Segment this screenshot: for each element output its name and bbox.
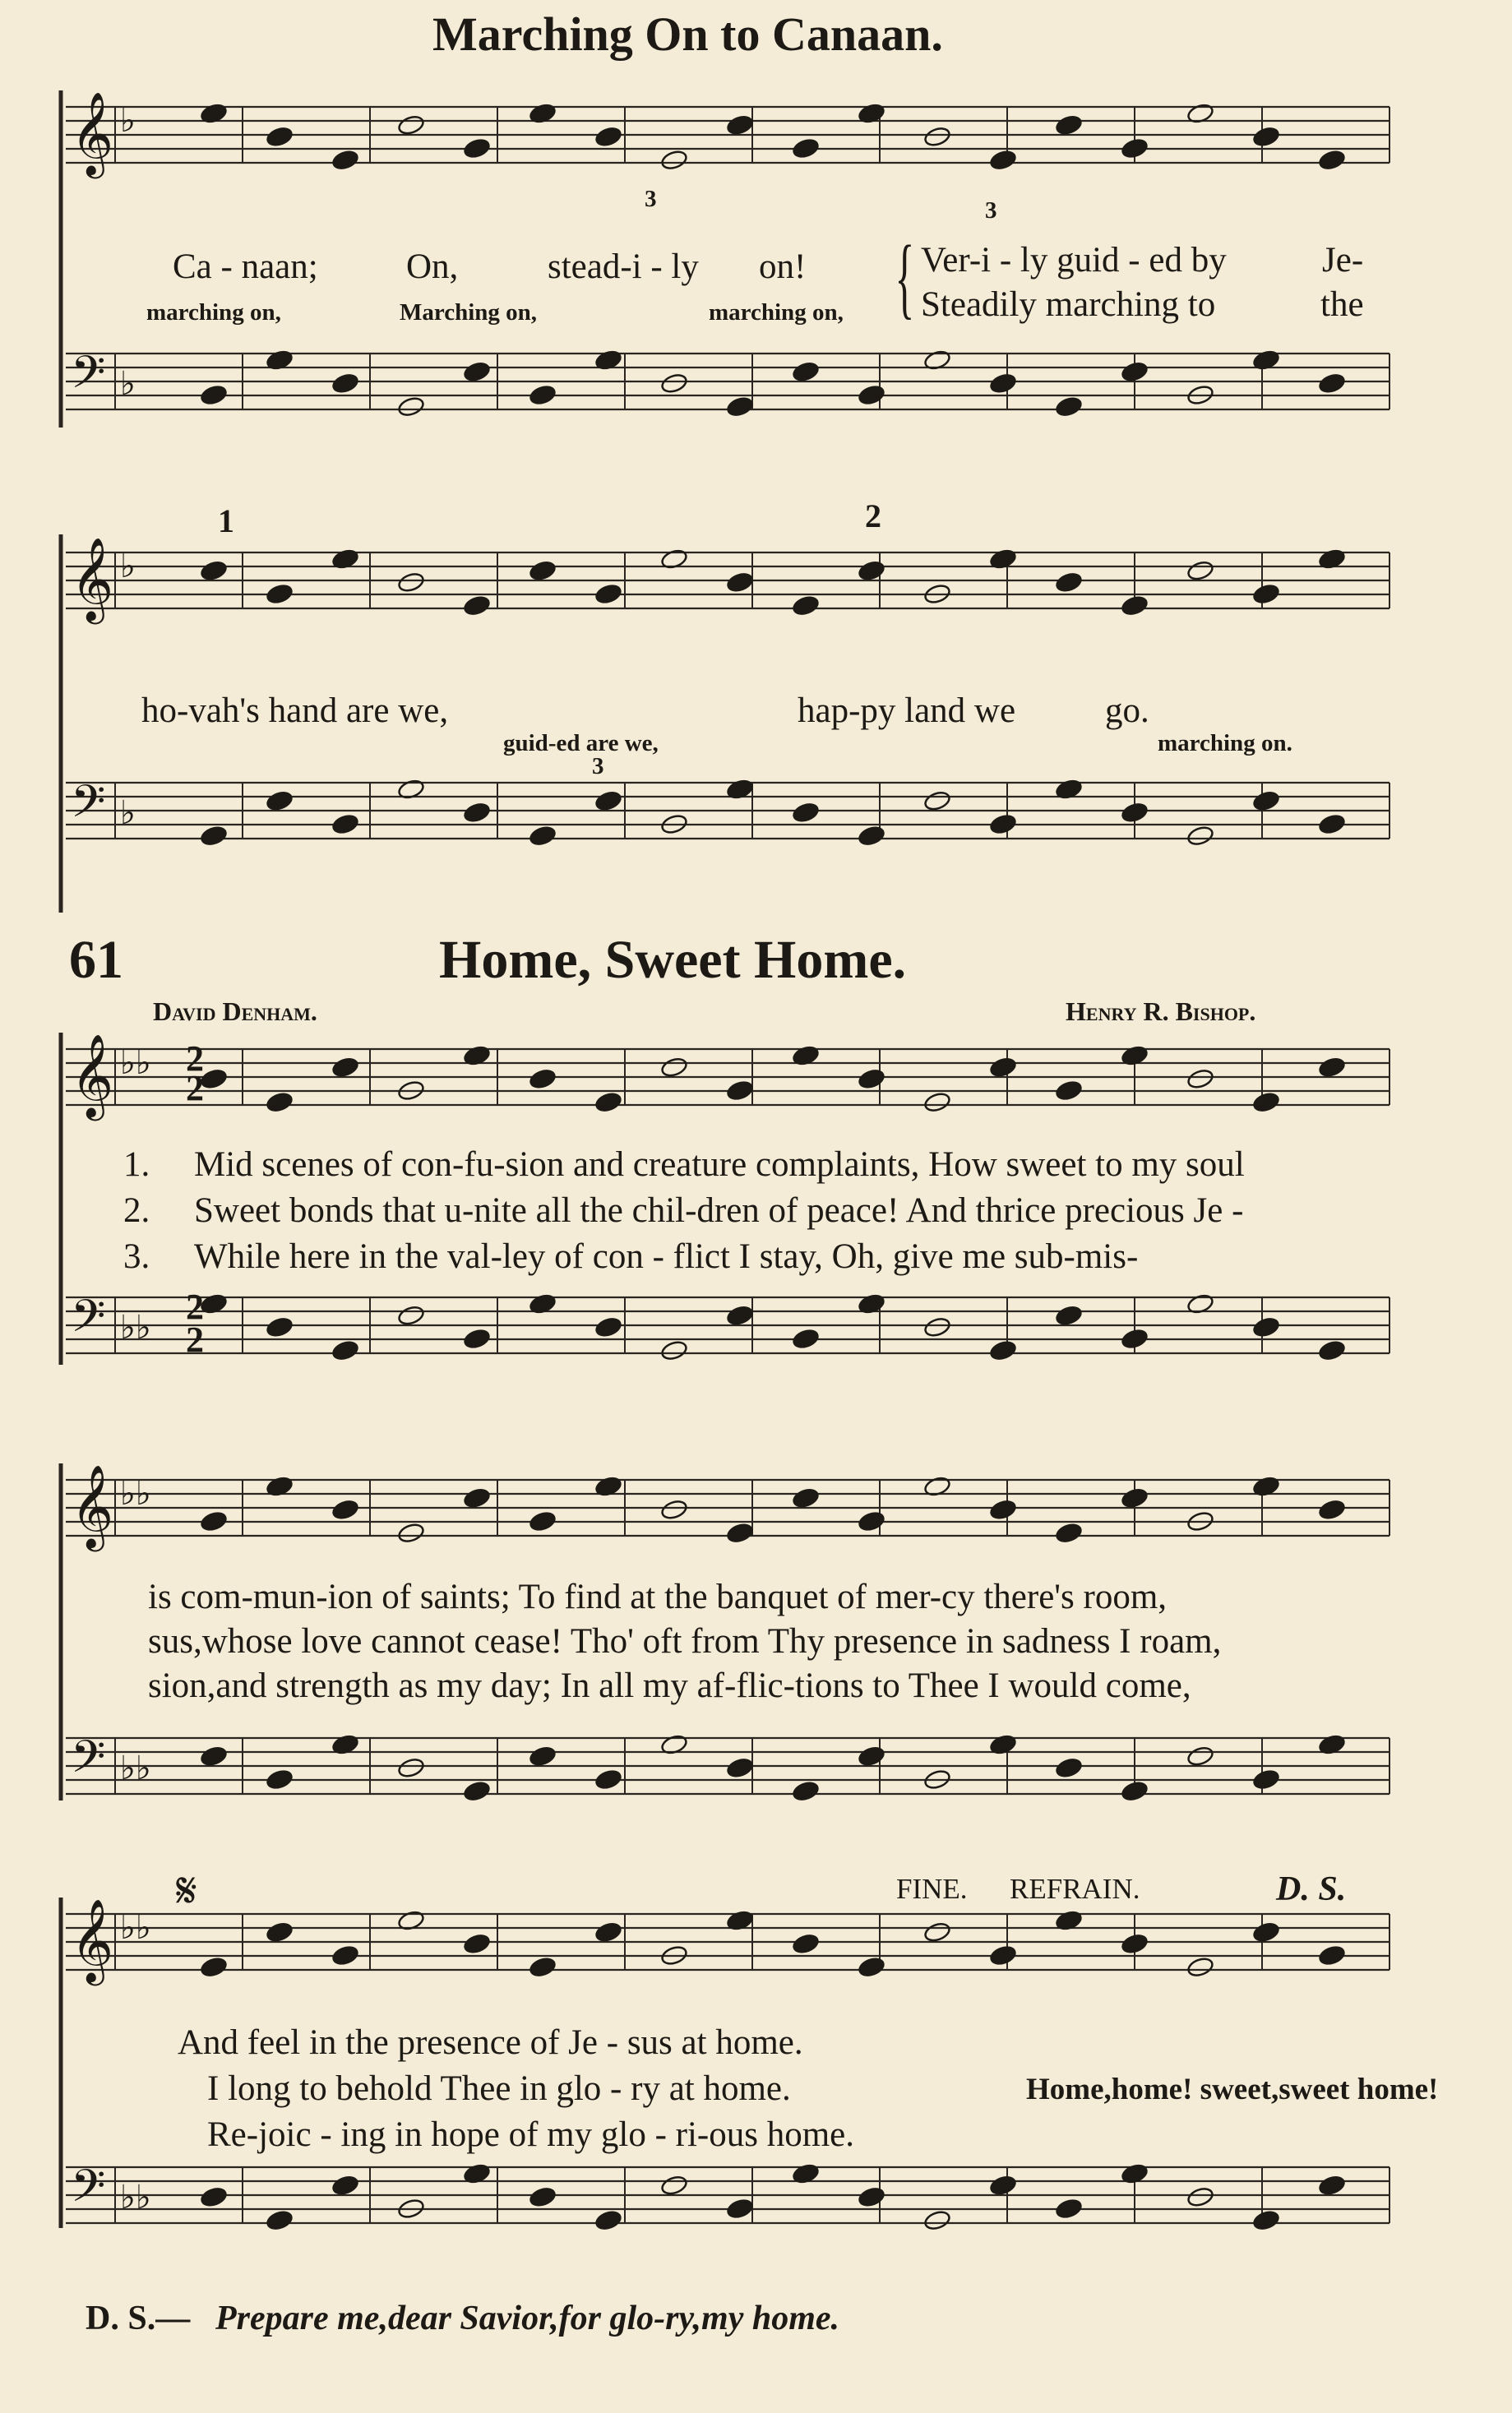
notehead: [331, 1944, 359, 1967]
notehead: [660, 1499, 688, 1521]
notehead: [1186, 560, 1214, 582]
notehead: [1055, 114, 1083, 136]
notehead: [463, 1487, 491, 1509]
notehead: [331, 149, 359, 171]
notehead: [1121, 361, 1149, 383]
lyric-line: Ver-i - ly guid - ed by: [921, 241, 1227, 280]
notehead: [1318, 1056, 1346, 1079]
notehead: [397, 1305, 425, 1327]
notehead: [200, 560, 228, 582]
notehead: [1252, 1768, 1280, 1791]
verse-number: 2.: [123, 1191, 150, 1230]
notehead: [1318, 372, 1346, 395]
notehead: [660, 2175, 688, 2197]
notehead: [660, 1056, 688, 1079]
notehead: [726, 571, 754, 594]
notehead: [1055, 1079, 1083, 1102]
notehead: [1121, 802, 1149, 824]
notehead: [397, 571, 425, 594]
notehead: [923, 1091, 951, 1113]
flat-icon: ♭♭: [120, 1475, 151, 1513]
notehead: [1121, 594, 1149, 617]
notehead: [331, 1056, 359, 1079]
notehead: [1055, 2198, 1083, 2220]
notehead: [1055, 1522, 1083, 1544]
lyric-line: While here in the val-ley of con - flict I stay, Oh, give me sub-mis-: [194, 1237, 1139, 1276]
notehead: [397, 395, 425, 418]
lyric-word: Ca - naan;: [173, 247, 318, 286]
verse-number: 3.: [123, 1237, 150, 1276]
notehead: [529, 825, 557, 847]
notehead: [1186, 825, 1214, 847]
notehead: [463, 1933, 491, 1955]
second-ending: 2: [865, 497, 881, 534]
bass-clef-icon: 𝄢: [71, 2160, 106, 2223]
notehead: [660, 1339, 688, 1361]
notehead: [1252, 2209, 1280, 2231]
notehead: [200, 384, 228, 406]
notehead: [923, 790, 951, 812]
time-signature: 2: [186, 1287, 204, 1327]
notehead: [1186, 1068, 1214, 1090]
notehead: [200, 1956, 228, 1978]
notehead: [660, 372, 688, 395]
time-signature: 2: [186, 1320, 204, 1360]
notehead: [923, 1921, 951, 1944]
lyric-word: Je-: [1322, 241, 1364, 280]
notehead: [989, 2175, 1017, 2197]
notehead: [266, 583, 294, 605]
lyric-line: Steadily marching to: [921, 285, 1216, 324]
notehead: [1121, 1487, 1149, 1509]
alto-lyric: guid-ed are we,: [503, 730, 659, 756]
notehead: [266, 1768, 294, 1791]
notehead: [331, 813, 359, 835]
notehead: [397, 1757, 425, 1779]
notehead: [660, 149, 688, 171]
verse-number: 1.: [123, 1145, 150, 1184]
refrain-lyric: Home,home! sweet,sweet home!: [1026, 2073, 1439, 2106]
bass-clef-icon: 𝄢: [71, 775, 106, 839]
notehead: [529, 1510, 557, 1532]
notehead: [594, 790, 622, 812]
notehead: [858, 560, 885, 582]
notehead: [858, 825, 885, 847]
notehead: [594, 1921, 622, 1944]
notehead: [331, 1339, 359, 1361]
notehead: [1252, 583, 1280, 605]
notehead: [1121, 137, 1149, 159]
notehead: [726, 1522, 754, 1544]
notehead: [200, 1510, 228, 1532]
composer-credit: Henry R. Bishop.: [1066, 996, 1256, 1026]
notehead: [1318, 1339, 1346, 1361]
notehead: [266, 1921, 294, 1944]
notehead: [792, 1780, 820, 1802]
notehead: [529, 1068, 557, 1090]
notehead: [331, 1499, 359, 1521]
treble-clef-icon: 𝄞: [71, 1898, 114, 1982]
notehead: [1121, 1780, 1149, 1802]
notehead: [331, 2175, 359, 2197]
notehead: [792, 1328, 820, 1350]
lyric-line: sion,and strength as my day; In all my af-flic-tions to Thee I would come,: [148, 1666, 1191, 1705]
notehead: [1318, 1499, 1346, 1521]
notehead: [1186, 1956, 1214, 1978]
notehead: [1055, 1757, 1083, 1779]
notehead: [1252, 790, 1280, 812]
alto-lyric: marching on,: [146, 299, 281, 326]
notehead: [858, 1745, 885, 1768]
notehead: [1318, 149, 1346, 171]
notehead: [594, 2209, 622, 2231]
flat-icon: ♭♭: [120, 1909, 151, 1947]
notehead: [858, 384, 885, 406]
verse-brace: {: [895, 227, 915, 327]
treble-clef-icon: 𝄞: [71, 1033, 114, 1117]
notehead: [594, 1316, 622, 1338]
notehead: [726, 114, 754, 136]
notehead: [594, 1768, 622, 1791]
notehead: [858, 2186, 885, 2208]
refrain-marker: REFRAIN.: [1010, 1873, 1140, 1905]
flat-icon: ♭: [120, 794, 136, 832]
notehead: [858, 1956, 885, 1978]
lyric-line: hap-py land we: [798, 691, 1016, 730]
alto-lyric: marching on.: [1158, 730, 1292, 756]
notehead: [726, 1757, 754, 1779]
notehead: [1252, 1921, 1280, 1944]
notehead: [1252, 1316, 1280, 1338]
notehead: [397, 114, 425, 136]
notehead: [726, 1079, 754, 1102]
notehead: [1318, 2175, 1346, 2197]
treble-clef-icon: 𝄞: [71, 90, 114, 175]
notehead: [792, 137, 820, 159]
notehead: [923, 2209, 951, 2231]
hymn-number: 61: [69, 930, 123, 990]
notehead: [989, 1499, 1017, 1521]
notehead: [792, 361, 820, 383]
lyric-word: on!: [759, 247, 807, 286]
alto-lyric: Marching on,: [400, 299, 538, 326]
lyric-line: is com-mun-ion of saints; To find at the banquet of mer-cy there's room,: [148, 1578, 1168, 1616]
notehead: [463, 1780, 491, 1802]
triplet-mark: 3: [592, 753, 604, 779]
lyric-line: And feel in the presence of Je - sus at home.: [178, 2023, 803, 2062]
notehead: [266, 126, 294, 148]
notehead: [529, 560, 557, 582]
notehead: [463, 361, 491, 383]
alto-lyric: marching on,: [709, 299, 844, 326]
notehead: [529, 384, 557, 406]
lyric-word: On,: [406, 247, 459, 286]
lyric-line: Mid scenes of con-fu-sion and creature complaints, How sweet to my soul: [194, 1145, 1245, 1184]
notehead: [397, 1522, 425, 1544]
notehead: [792, 594, 820, 617]
notehead: [463, 802, 491, 824]
time-signature: 2: [186, 1038, 204, 1079]
notehead: [1318, 1944, 1346, 1967]
notehead: [726, 2198, 754, 2220]
notehead: [266, 2209, 294, 2231]
flat-icon: ♭: [120, 102, 136, 140]
notehead: [989, 1056, 1017, 1079]
lyric-line: sus,whose love cannot cease! Tho' oft from Thy presence in sadness I roam,: [148, 1622, 1222, 1661]
flat-icon: ♭♭: [120, 1309, 151, 1347]
song-title: Home, Sweet Home.: [439, 930, 907, 990]
notehead: [200, 825, 228, 847]
lyric-line: Re-joic - ing in hope of my glo - ri-ous home.: [207, 2115, 854, 2154]
notehead: [1055, 395, 1083, 418]
flat-icon: ♭: [120, 548, 136, 585]
notehead: [923, 126, 951, 148]
lyric-word: stead-i - ly: [548, 247, 699, 286]
ds-footnote-text: Prepare me,dear Savior,for glo-ry,my home.: [215, 2300, 840, 2337]
flat-icon: ♭♭: [120, 1750, 151, 1787]
notehead: [792, 802, 820, 824]
ds-footnote-label: D. S.—: [86, 2300, 191, 2337]
treble-clef-icon: 𝄞: [71, 1463, 114, 1548]
lyric-line: I long to behold Thee in glo - ry at home.: [207, 2069, 791, 2108]
notehead: [594, 583, 622, 605]
notehead: [1055, 571, 1083, 594]
notehead: [1055, 1305, 1083, 1327]
notehead: [529, 2186, 557, 2208]
notehead: [858, 1068, 885, 1090]
notehead: [989, 149, 1017, 171]
ds-marker: D. S.: [1276, 1870, 1347, 1908]
first-ending: 1: [218, 502, 234, 539]
author-credit: David Denham.: [153, 996, 317, 1026]
notehead: [989, 813, 1017, 835]
notehead: [331, 372, 359, 395]
notehead: [594, 1091, 622, 1113]
time-signature: 2: [186, 1068, 204, 1108]
notehead: [989, 372, 1017, 395]
notehead: [463, 137, 491, 159]
segno-sign: 𝄋: [176, 1864, 197, 1918]
notehead: [989, 1944, 1017, 1967]
notehead: [1121, 1933, 1149, 1955]
notehead: [529, 1956, 557, 1978]
notehead: [858, 1510, 885, 1532]
bass-clef-icon: 𝄢: [71, 346, 106, 409]
notehead: [792, 1487, 820, 1509]
notehead: [1121, 1328, 1149, 1350]
lyric-word: go.: [1105, 691, 1149, 730]
song-title: Marching On to Canaan.: [432, 7, 943, 61]
triplet-mark: 3: [645, 186, 657, 212]
notehead: [463, 1328, 491, 1350]
treble-clef-icon: 𝄞: [71, 536, 114, 621]
notehead: [463, 594, 491, 617]
notehead: [200, 1745, 228, 1768]
flat-icon: ♭♭: [120, 1044, 151, 1082]
notehead: [726, 1305, 754, 1327]
flat-icon: ♭: [120, 365, 136, 403]
notehead: [266, 790, 294, 812]
fine-marker: FINE.: [896, 1873, 968, 1905]
notehead: [726, 395, 754, 418]
notehead: [1252, 126, 1280, 148]
notehead: [1252, 1091, 1280, 1113]
notehead: [200, 2186, 228, 2208]
lyric-line: ho-vah's hand are we,: [141, 691, 449, 730]
notehead: [923, 1316, 951, 1338]
notehead: [1186, 1745, 1214, 1768]
notehead: [266, 1091, 294, 1113]
notehead: [529, 1745, 557, 1768]
lyric-word: the: [1320, 285, 1364, 324]
bass-clef-icon: 𝄢: [71, 1731, 106, 1794]
notehead: [989, 1339, 1017, 1361]
notehead: [1318, 813, 1346, 835]
lyric-line: Sweet bonds that u-nite all the chil-dren of peace! And thrice precious Je -: [194, 1191, 1244, 1230]
notehead: [594, 126, 622, 148]
notehead: [792, 1933, 820, 1955]
bass-clef-icon: 𝄢: [71, 1290, 106, 1353]
notehead: [266, 1316, 294, 1338]
flat-icon: ♭♭: [120, 2179, 151, 2217]
notehead: [1186, 2186, 1214, 2208]
triplet-mark: 3: [985, 197, 997, 224]
